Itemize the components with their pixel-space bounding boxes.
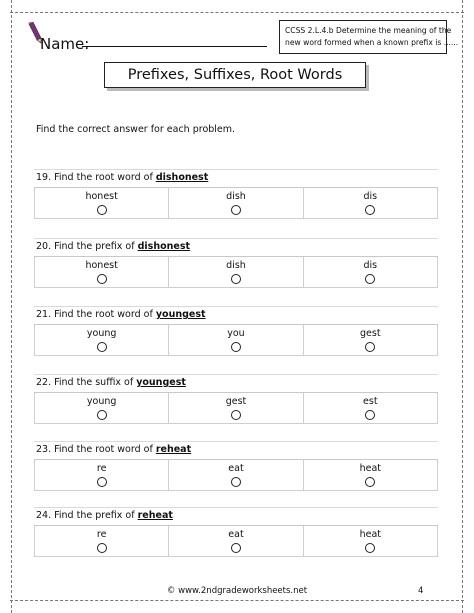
answer-option-label: you [227,328,245,339]
answer-bubble[interactable] [97,342,107,352]
answer-bubble[interactable] [365,477,375,487]
answer-option-label: dish [226,260,246,271]
problem-question [34,507,438,526]
answer-option[interactable] [169,257,303,288]
answer-option[interactable] [34,257,169,288]
answer-option-label: young [86,396,117,407]
answer-option[interactable] [304,257,438,288]
target-word: dishonest [137,241,191,252]
bottom-dashed-border [10,600,464,601]
standard-box [279,20,459,54]
answer-bubble[interactable] [365,410,375,420]
answer-option[interactable] [304,188,438,219]
answer-bubble[interactable] [365,543,375,553]
problem-item [34,169,438,219]
answer-bubble[interactable] [97,477,107,487]
problem-question [34,169,438,188]
answer-bubble[interactable] [365,342,375,352]
answer-option-label: dis [363,260,378,271]
answer-bubble[interactable] [231,410,241,420]
problem-item [34,507,438,557]
answer-option[interactable] [169,188,303,219]
right-dashed-border [462,0,463,613]
answer-option-label: eat [228,529,244,540]
answer-option[interactable] [169,393,303,424]
name-input-line[interactable] [82,46,267,47]
answer-option[interactable] [34,460,169,491]
answer-option-label: dish [226,191,246,202]
copyright-footer: © www.2ndgradeworksheets.net [166,586,308,596]
answer-option-label: honest [85,191,118,202]
answer-option-label: honest [85,260,118,271]
answer-bubble[interactable] [365,205,375,215]
question-text: 21. Find the root word of [36,309,156,320]
answer-option-label: gest [225,396,247,407]
answer-choices [34,257,438,288]
left-dashed-border [11,0,12,613]
answer-option-label: re [96,463,107,474]
problem-item [34,238,438,288]
answer-choices [34,460,438,491]
answer-bubble[interactable] [231,205,241,215]
answer-option-label: gest [360,328,381,339]
question-text: 22. Find the suffix of [36,377,137,388]
answer-bubble[interactable] [231,274,241,284]
target-word: reheat [137,510,173,521]
problem-question [34,238,438,257]
answer-bubble[interactable] [97,274,107,284]
worksheet-title: Prefixes, Suffixes, Root Words [104,62,366,88]
answer-option-label: heat [359,529,382,540]
question-text: 23. Find the root word of [36,444,156,455]
answer-choices [34,325,438,356]
answer-bubble[interactable] [97,543,107,553]
top-dashed-border [10,12,464,13]
instructions: Find the correct answer for each problem. [36,124,236,135]
target-word: dishonest [155,172,209,183]
answer-option[interactable] [304,460,438,491]
target-word: reheat [155,444,192,455]
answer-choices [34,526,438,557]
answer-option[interactable] [169,526,303,557]
answer-option[interactable] [304,325,438,356]
answer-option-label: heat [359,463,382,474]
answer-bubble[interactable] [97,205,107,215]
answer-option[interactable] [34,526,169,557]
problem-question [34,441,438,460]
answer-choices [34,393,438,424]
answer-bubble[interactable] [365,274,375,284]
standard-text-line-1: CCSS 2.L.4.b Determine the meaning of the [285,26,452,35]
name-label: Name: [40,35,90,53]
answer-bubble[interactable] [231,477,241,487]
problem-item [34,441,438,491]
answer-option[interactable] [304,393,438,424]
answer-option[interactable] [169,325,303,356]
problem-item [34,306,438,356]
standard-text-line-2: new word formed when a known prefix is ...... [285,38,459,47]
answer-option[interactable] [34,188,169,219]
answer-bubble[interactable] [231,342,241,352]
question-text: 24. Find the prefix of [36,510,138,521]
answer-option-label: young [86,328,117,339]
answer-option-label: eat [228,463,244,474]
answer-option[interactable] [169,460,303,491]
answer-option[interactable] [34,393,169,424]
question-text: 20. Find the prefix of [36,241,138,252]
answer-option-label: est [363,396,378,407]
page-number: 4 [418,586,424,596]
answer-bubble[interactable] [97,410,107,420]
answer-option[interactable] [34,325,169,356]
question-text: 19. Find the root word of [36,172,156,183]
target-word: youngest [136,377,186,388]
answer-option-label: re [96,529,107,540]
answer-option[interactable] [304,526,438,557]
target-word: youngest [155,309,206,320]
answer-bubble[interactable] [231,543,241,553]
problem-item [34,374,438,424]
problem-question [34,306,438,325]
answer-choices [34,188,438,219]
problem-question [34,374,438,393]
answer-option-label: dis [363,191,378,202]
